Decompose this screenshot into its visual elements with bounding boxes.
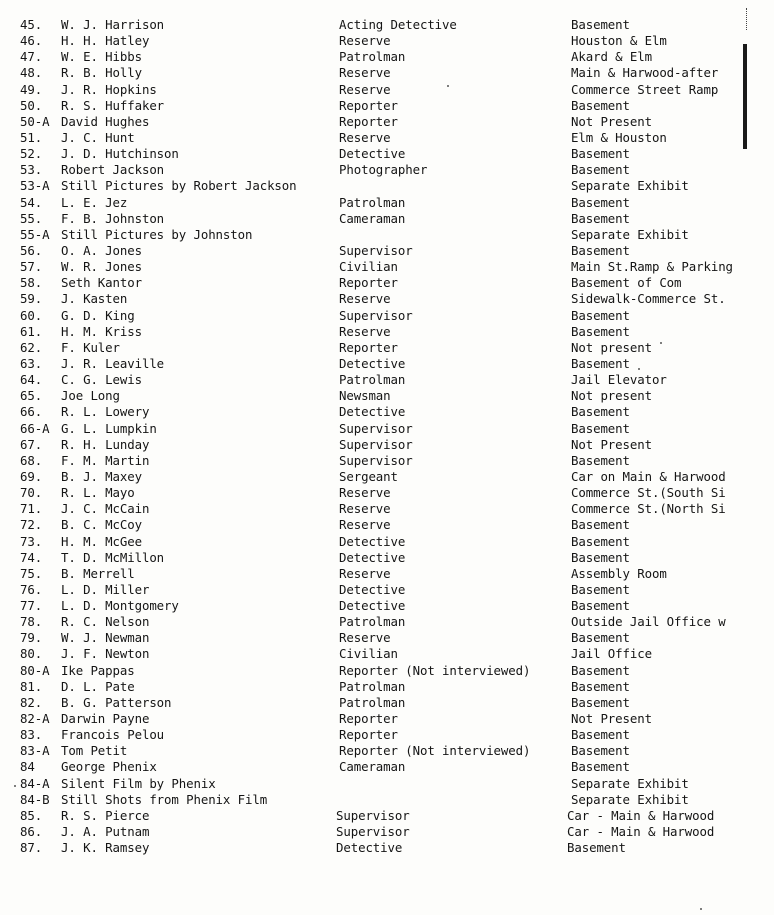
entry-location: Separate Exhibit <box>571 775 689 791</box>
entry-position: Reserve <box>339 485 391 501</box>
list-item <box>0 824 774 840</box>
list-item <box>0 759 774 775</box>
entry-location: Jail Office <box>571 646 652 662</box>
entry-name: W. J. Harrison <box>61 17 165 32</box>
entry-position: Detective <box>339 549 406 565</box>
list-item <box>0 776 774 792</box>
entry-number: 46. <box>20 33 43 49</box>
entry-name: B. C. McCoy <box>61 517 142 533</box>
entry-location: Not Present <box>571 113 652 129</box>
list-item <box>0 727 774 743</box>
entry-name: J. K. Ramsey <box>61 840 150 856</box>
entry-name: Still Shots from Phenix Film <box>61 791 268 807</box>
entry-location: Not present <box>571 339 652 355</box>
entry-position: Supervisor <box>339 307 413 323</box>
entry-name: J. D. Hutchinson <box>61 146 179 162</box>
entry-name: R. L. Lowery <box>61 404 150 420</box>
entry-location: Main St.Ramp & Parking <box>571 259 733 275</box>
entry-location: Basement <box>571 162 630 178</box>
entry-name: H. M. McGee <box>61 533 142 549</box>
entry-number: 71. <box>20 501 43 517</box>
list-item <box>0 663 774 679</box>
entry-position: Cameraman <box>339 210 406 226</box>
entry-location: Basement <box>571 581 630 597</box>
entry-number: 65. <box>20 388 43 404</box>
list-item <box>0 646 774 662</box>
entry-name: C. G. Lewis <box>61 372 142 388</box>
entry-position: Reserve <box>339 630 391 646</box>
list-item <box>0 388 774 404</box>
entry-number: 48. <box>20 65 43 81</box>
entry-position: Reporter <box>339 711 398 727</box>
entry-position: Patrolman <box>339 194 406 210</box>
entry-location: Commerce Street Ramp <box>571 81 719 97</box>
entry-location: Houston & Elm <box>571 33 667 49</box>
entry-position: Reserve <box>339 33 391 49</box>
entry-name: J. F. Newton <box>61 646 150 662</box>
entry-number: 68. <box>20 452 43 468</box>
entry-number: 57. <box>20 259 43 275</box>
entry-name: J. C. Hunt <box>61 129 135 145</box>
entry-position: Reserve <box>339 81 391 97</box>
entry-position: Civilian <box>339 259 398 275</box>
entry-name: F. M. Martin <box>61 452 150 468</box>
entry-position: Reserve <box>339 565 391 581</box>
list-item <box>0 324 774 340</box>
entry-location: Basement <box>571 242 630 258</box>
entry-location: Basement of Com <box>571 275 682 291</box>
entry-name: O. A. Jones <box>61 242 142 258</box>
entry-name: J. A. Putnam <box>61 824 150 840</box>
entry-name: H. M. Kriss <box>61 323 142 339</box>
list-item <box>0 517 774 533</box>
entry-position: Reporter <box>339 275 398 291</box>
entry-number: 60. <box>20 307 43 323</box>
entry-number: 61. <box>20 323 43 339</box>
entry-location: Basement <box>571 210 630 226</box>
entry-location: Basement <box>571 759 630 775</box>
entry-name: W. E. Hibbs <box>61 49 142 65</box>
entry-location: Separate Exhibit <box>571 791 689 807</box>
entry-location: Basement <box>571 662 630 678</box>
entry-name: B. G. Patterson <box>61 694 172 710</box>
entry-number: 45. <box>20 17 43 32</box>
entry-position: Patrolman <box>339 49 406 65</box>
entry-position: Reserve <box>339 291 391 307</box>
entry-location: Commerce St.(North Si <box>571 501 726 517</box>
entry-number: 66-A <box>20 420 50 436</box>
entry-number: 81. <box>20 678 43 694</box>
list-item <box>0 33 774 49</box>
entry-number: 69. <box>20 468 43 484</box>
entry-name: R. S. Pierce <box>61 807 150 823</box>
entry-name: David Hughes <box>61 113 150 129</box>
entry-position: Detective <box>339 146 406 162</box>
entry-position: Reserve <box>339 65 391 81</box>
entry-location: Main & Harwood-after <box>571 65 719 81</box>
list-item <box>0 114 774 130</box>
entry-number: 74. <box>20 549 43 565</box>
entry-position: Detective <box>339 533 406 549</box>
entry-number: 85. <box>20 807 43 823</box>
entry-name: R. H. Lunday <box>61 436 150 452</box>
entry-number: 73. <box>20 533 43 549</box>
entry-location: Basement <box>571 517 630 533</box>
entry-location: Basement <box>571 452 630 468</box>
entry-location: Not Present <box>571 711 652 727</box>
entry-name: Robert Jackson <box>61 162 165 178</box>
entry-location: Basement <box>571 630 630 646</box>
entry-name: R. S. Huffaker <box>61 97 165 113</box>
entry-position: Patrolman <box>339 614 406 630</box>
entry-name: J. C. McCain <box>61 501 150 517</box>
entry-name: H. H. Hatley <box>61 33 150 49</box>
entry-location: Basement <box>571 549 630 565</box>
entry-position: Reporter (Not interviewed) <box>339 743 531 759</box>
entry-position: Patrolman <box>339 372 406 388</box>
entry-position: Patrolman <box>339 678 406 694</box>
entry-position: Newsman <box>339 388 391 404</box>
entry-location: Basement <box>571 97 630 113</box>
entry-location: Assembly Room <box>571 565 667 581</box>
entry-number: 50. <box>20 97 43 113</box>
list-item <box>0 130 774 146</box>
entry-number: 58. <box>20 275 43 291</box>
entry-location: Basement <box>571 194 630 210</box>
list-item <box>0 82 774 98</box>
entry-name: W. J. Newman <box>61 630 150 646</box>
entry-location: Jail Elevator <box>571 372 667 388</box>
entry-location: Basement <box>571 533 630 549</box>
entry-position: Cameraman <box>339 759 406 775</box>
entry-name: G. L. Lumpkin <box>61 420 157 436</box>
entry-number: 83-A <box>20 743 50 759</box>
entry-position: Detective <box>339 404 406 420</box>
entry-number: 50-A <box>20 113 50 129</box>
list-item <box>0 469 774 485</box>
list-item <box>0 679 774 695</box>
list-item <box>0 421 774 437</box>
list-item <box>0 598 774 614</box>
entry-position: Reporter (Not interviewed) <box>339 662 531 678</box>
entry-name: Francois Pelou <box>61 727 165 743</box>
entry-name: Seth Kantor <box>61 275 142 291</box>
entry-position: Reserve <box>339 517 391 533</box>
list-item <box>0 178 774 194</box>
list-item <box>0 211 774 227</box>
entry-position: Detective <box>336 840 403 856</box>
entry-position: Supervisor <box>336 807 410 823</box>
entry-name: R. C. Nelson <box>61 614 150 630</box>
entry-location: Commerce St.(South Si <box>571 485 726 501</box>
entry-location: Akard & Elm <box>571 49 652 65</box>
entry-location: Elm & Houston <box>571 129 667 145</box>
entry-number: 52. <box>20 146 43 162</box>
entry-name: Darwin Payne <box>61 711 150 727</box>
entry-number: 47. <box>20 49 43 65</box>
entry-number: 49. <box>20 81 43 97</box>
list-item <box>0 582 774 598</box>
entry-position: Detective <box>339 581 406 597</box>
list-item <box>0 98 774 114</box>
entry-name: J. Kasten <box>61 291 128 307</box>
list-item <box>0 743 774 759</box>
entry-number: 67. <box>20 436 43 452</box>
entry-location: Sidewalk-Commerce St. <box>571 291 726 307</box>
entry-position: Supervisor <box>339 436 413 452</box>
entry-name: Silent Film by Phenix <box>61 775 216 791</box>
entry-number: 86. <box>20 824 43 840</box>
list-item <box>0 65 774 81</box>
entry-number: 77. <box>20 598 43 614</box>
entry-name: Still Pictures by Johnston <box>61 226 253 242</box>
entry-position: Supervisor <box>336 824 410 840</box>
entry-name: L. D. Montgomery <box>61 598 179 614</box>
entry-number: 55-A <box>20 226 50 242</box>
entry-number: 70. <box>20 485 43 501</box>
list-item <box>0 340 774 356</box>
entry-position: Photographer <box>339 162 428 178</box>
entry-location: Car - Main & Harwood <box>567 824 715 840</box>
list-item <box>0 453 774 469</box>
entry-location: Basement <box>567 840 626 856</box>
entry-number: 53-A <box>20 178 50 194</box>
entry-location: Basement <box>571 598 630 614</box>
entry-name: F. B. Johnston <box>61 210 165 226</box>
list-item <box>0 227 774 243</box>
list-item <box>0 146 774 162</box>
entry-position: Sergeant <box>339 468 398 484</box>
entry-location: Not Present <box>571 436 652 452</box>
entry-position: Detective <box>339 355 406 371</box>
entry-name: D. L. Pate <box>61 678 135 694</box>
entry-number: 64. <box>20 372 43 388</box>
list-item <box>0 275 774 291</box>
entry-position: Reporter <box>339 339 398 355</box>
list-item <box>0 534 774 550</box>
entry-location: Basement <box>571 307 630 323</box>
list-item <box>0 695 774 711</box>
entry-number: 53. <box>20 162 43 178</box>
entry-number: 84 <box>20 759 35 775</box>
entry-name: T. D. McMillon <box>61 549 165 565</box>
list-item <box>0 195 774 211</box>
entry-name: R. L. Mayo <box>61 485 135 501</box>
entry-position: Reserve <box>339 323 391 339</box>
entry-position: Supervisor <box>339 420 413 436</box>
entry-number: 76. <box>20 581 43 597</box>
list-item <box>0 372 774 388</box>
entry-name: Joe Long <box>61 388 120 404</box>
entry-location: Basement <box>571 678 630 694</box>
entry-name: L. D. Miller <box>61 581 150 597</box>
entry-location: Basement <box>571 727 630 743</box>
entry-name: Ike Pappas <box>61 662 135 678</box>
list-item <box>0 437 774 453</box>
entry-number: 62. <box>20 339 43 355</box>
entry-number: 80-A <box>20 662 50 678</box>
entry-position: Supervisor <box>339 452 413 468</box>
entry-name: B. Merrell <box>61 565 135 581</box>
entry-number: 79. <box>20 630 43 646</box>
entry-name: Tom Petit <box>61 743 128 759</box>
entry-number: 54. <box>20 194 43 210</box>
entry-name: L. E. Jez <box>61 194 128 210</box>
list-item <box>0 259 774 275</box>
entry-number: 84-A <box>20 775 50 791</box>
list-item <box>0 711 774 727</box>
entry-name: Still Pictures by Robert Jackson <box>61 178 297 194</box>
entry-name: George Phenix <box>61 759 157 775</box>
entry-location: Basement <box>571 743 630 759</box>
entry-name: R. B. Holly <box>61 65 142 81</box>
entry-location: Basement <box>571 694 630 710</box>
entry-position: Reserve <box>339 129 391 145</box>
list-item <box>0 501 774 517</box>
entry-number: 80. <box>20 646 43 662</box>
entry-location: Car - Main & Harwood <box>567 807 715 823</box>
entry-location: Basement <box>571 420 630 436</box>
list-item <box>0 162 774 178</box>
entry-location: Not present <box>571 388 652 404</box>
list-item <box>0 243 774 259</box>
entry-number: 84-B <box>20 791 50 807</box>
list-item <box>0 550 774 566</box>
entry-number: 82-A <box>20 711 50 727</box>
entry-number: 51. <box>20 129 43 145</box>
entry-position: Civilian <box>339 646 398 662</box>
entry-location: Car on Main & Harwood <box>571 468 726 484</box>
list-item <box>0 17 774 33</box>
entry-position: Acting Detective <box>339 17 457 32</box>
scan-speck <box>700 908 702 910</box>
entry-number: 78. <box>20 614 43 630</box>
entry-location: Basement <box>571 355 630 371</box>
list-item <box>0 630 774 646</box>
list-item <box>0 485 774 501</box>
entry-location: Outside Jail Office w <box>571 614 726 630</box>
entry-number: 55. <box>20 210 43 226</box>
entry-position: Detective <box>339 598 406 614</box>
entry-location: Basement <box>571 146 630 162</box>
entry-location: Separate Exhibit <box>571 178 689 194</box>
entry-location: Basement <box>571 323 630 339</box>
list-item <box>0 308 774 324</box>
list-item <box>0 566 774 582</box>
list-item <box>0 614 774 630</box>
entry-position: Patrolman <box>339 694 406 710</box>
entry-number: 83. <box>20 727 43 743</box>
entry-position: Reserve <box>339 501 391 517</box>
entry-name: F. Kuler <box>61 339 120 355</box>
entry-number: 66. <box>20 404 43 420</box>
list-item <box>0 840 774 856</box>
entry-number: 56. <box>20 242 43 258</box>
entry-number: 75. <box>20 565 43 581</box>
entry-name: J. R. Hopkins <box>61 81 157 97</box>
entry-number: 63. <box>20 355 43 371</box>
list-item <box>0 49 774 65</box>
entry-number: 59. <box>20 291 43 307</box>
list-item <box>0 291 774 307</box>
entry-location: Basement <box>571 404 630 420</box>
list-item <box>0 356 774 372</box>
list-item <box>0 808 774 824</box>
entry-number: 87. <box>20 840 43 856</box>
entry-name: G. D. King <box>61 307 135 323</box>
entry-number: 72. <box>20 517 43 533</box>
witness-list <box>0 17 774 856</box>
entry-position: Reporter <box>339 727 398 743</box>
entry-position: Reporter <box>339 97 398 113</box>
entry-name: B. J. Maxey <box>61 468 142 484</box>
entry-position: Reporter <box>339 113 398 129</box>
list-item <box>0 792 774 808</box>
entry-name: W. R. Jones <box>61 259 142 275</box>
entry-location: Separate Exhibit <box>571 226 689 242</box>
entry-number: 82. <box>20 694 43 710</box>
entry-name: J. R. Leaville <box>61 355 165 371</box>
list-item <box>0 404 774 420</box>
entry-position: Supervisor <box>339 242 413 258</box>
entry-location: Basement <box>571 17 630 32</box>
